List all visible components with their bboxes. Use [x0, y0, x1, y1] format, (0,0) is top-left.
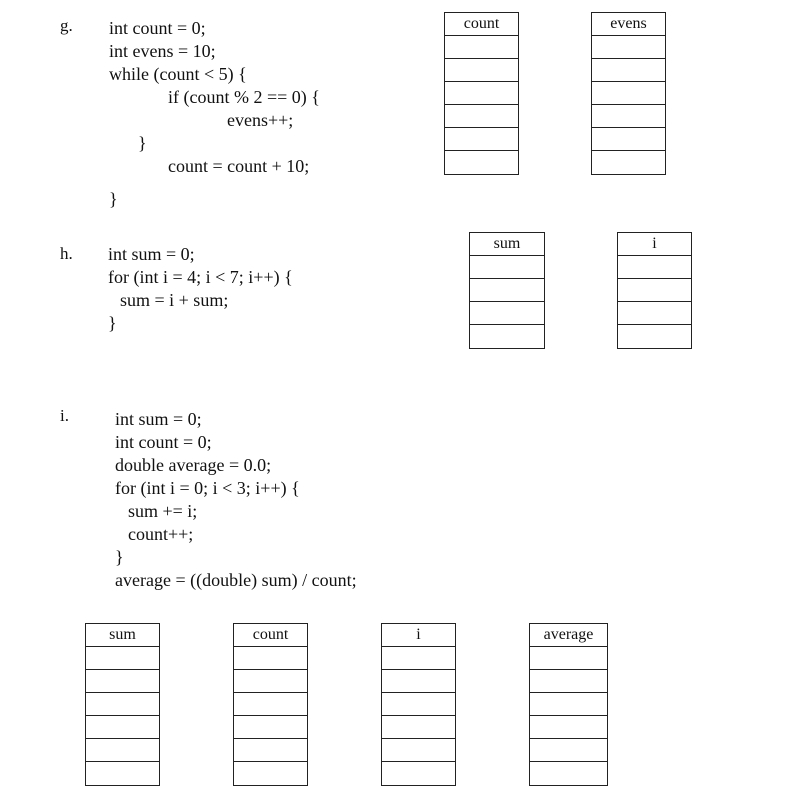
trace-cell[interactable]	[592, 36, 665, 59]
trace-table-g-count	[444, 12, 519, 175]
problem-i-code-line-4: for (int i = 0; i < 3; i++) {	[115, 478, 300, 498]
trace-cell[interactable]	[530, 693, 607, 716]
trace-cell[interactable]	[530, 739, 607, 762]
trace-cell[interactable]	[445, 128, 518, 151]
trace-cell[interactable]	[445, 151, 518, 174]
trace-table-header: sum	[86, 624, 159, 647]
trace-cell[interactable]	[445, 59, 518, 82]
trace-cell[interactable]	[234, 762, 307, 785]
trace-cell[interactable]	[592, 82, 665, 105]
problem-i-code-line-3: double average = 0.0;	[115, 455, 272, 475]
trace-cell[interactable]	[382, 693, 455, 716]
problem-h-code-line-2: for (int i = 4; i < 7; i++) {	[108, 267, 293, 287]
problem-g-code-line-3: while (count < 5) {	[109, 64, 247, 84]
trace-cell[interactable]	[445, 105, 518, 128]
problem-h-label: h.	[60, 244, 73, 263]
trace-cell[interactable]	[592, 151, 665, 174]
trace-table-header: sum	[470, 233, 544, 256]
trace-table-h-sum	[469, 232, 545, 349]
trace-cell[interactable]	[382, 647, 455, 670]
trace-cell[interactable]	[592, 105, 665, 128]
trace-cell[interactable]	[445, 82, 518, 105]
trace-cell[interactable]	[470, 325, 544, 348]
trace-cell[interactable]	[530, 647, 607, 670]
problem-i-code-line-1: int sum = 0;	[115, 409, 202, 429]
trace-cell[interactable]	[382, 670, 455, 693]
problem-g-label: g.	[60, 16, 73, 35]
trace-cell[interactable]	[530, 716, 607, 739]
problem-i-code-line-2: int count = 0;	[115, 432, 212, 452]
trace-cell[interactable]	[618, 302, 691, 325]
trace-cell[interactable]	[86, 762, 159, 785]
trace-cell[interactable]	[445, 36, 518, 59]
problem-i-code-line-7: }	[115, 547, 124, 567]
trace-cell[interactable]	[234, 716, 307, 739]
trace-cell[interactable]	[86, 716, 159, 739]
problem-g-code-line-2: int evens = 10;	[109, 41, 216, 61]
problem-i-code-line-5: sum += i;	[128, 501, 198, 521]
trace-table-i-average	[529, 623, 608, 786]
trace-table-header: average	[530, 624, 607, 647]
trace-cell[interactable]	[592, 128, 665, 151]
problem-g-code-line-6: }	[138, 133, 147, 153]
trace-table-h-i	[617, 232, 692, 349]
trace-cell[interactable]	[530, 670, 607, 693]
problem-i-label: i.	[60, 406, 69, 425]
trace-cell[interactable]	[234, 647, 307, 670]
problem-h-code-line-1: int sum = 0;	[108, 244, 195, 264]
trace-table-header: evens	[592, 13, 665, 36]
problem-h-code-line-4: }	[108, 313, 117, 333]
trace-cell[interactable]	[618, 279, 691, 302]
trace-table-header: i	[382, 624, 455, 647]
trace-cell[interactable]	[382, 739, 455, 762]
trace-table-i-sum	[85, 623, 160, 786]
trace-cell[interactable]	[470, 302, 544, 325]
trace-cell[interactable]	[530, 762, 607, 785]
trace-table-g-evens	[591, 12, 666, 175]
trace-cell[interactable]	[234, 739, 307, 762]
trace-cell[interactable]	[382, 762, 455, 785]
trace-cell[interactable]	[470, 279, 544, 302]
trace-cell[interactable]	[618, 256, 691, 279]
trace-table-header: i	[618, 233, 691, 256]
trace-cell[interactable]	[470, 256, 544, 279]
problem-g-code-line-7: count = count + 10;	[168, 156, 310, 176]
trace-cell[interactable]	[86, 670, 159, 693]
trace-table-header: count	[445, 13, 518, 36]
problem-g-code-line-5: evens++;	[227, 110, 294, 130]
problem-g-code-line-8: }	[109, 189, 118, 209]
problem-h-code-line-3: sum = i + sum;	[120, 290, 229, 310]
problem-g-code-line-4: if (count % 2 == 0) {	[168, 87, 320, 107]
trace-cell[interactable]	[382, 716, 455, 739]
trace-table-header: count	[234, 624, 307, 647]
trace-table-i-i	[381, 623, 456, 786]
problem-g-code-line-1: int count = 0;	[109, 18, 206, 38]
trace-cell[interactable]	[86, 693, 159, 716]
trace-cell[interactable]	[618, 325, 691, 348]
trace-cell[interactable]	[234, 670, 307, 693]
problem-i-code-line-6: count++;	[128, 524, 194, 544]
trace-cell[interactable]	[234, 693, 307, 716]
trace-cell[interactable]	[86, 647, 159, 670]
trace-table-i-count	[233, 623, 308, 786]
trace-cell[interactable]	[592, 59, 665, 82]
problem-i-code-line-8: average = ((double) sum) / count;	[115, 570, 357, 590]
trace-cell[interactable]	[86, 739, 159, 762]
